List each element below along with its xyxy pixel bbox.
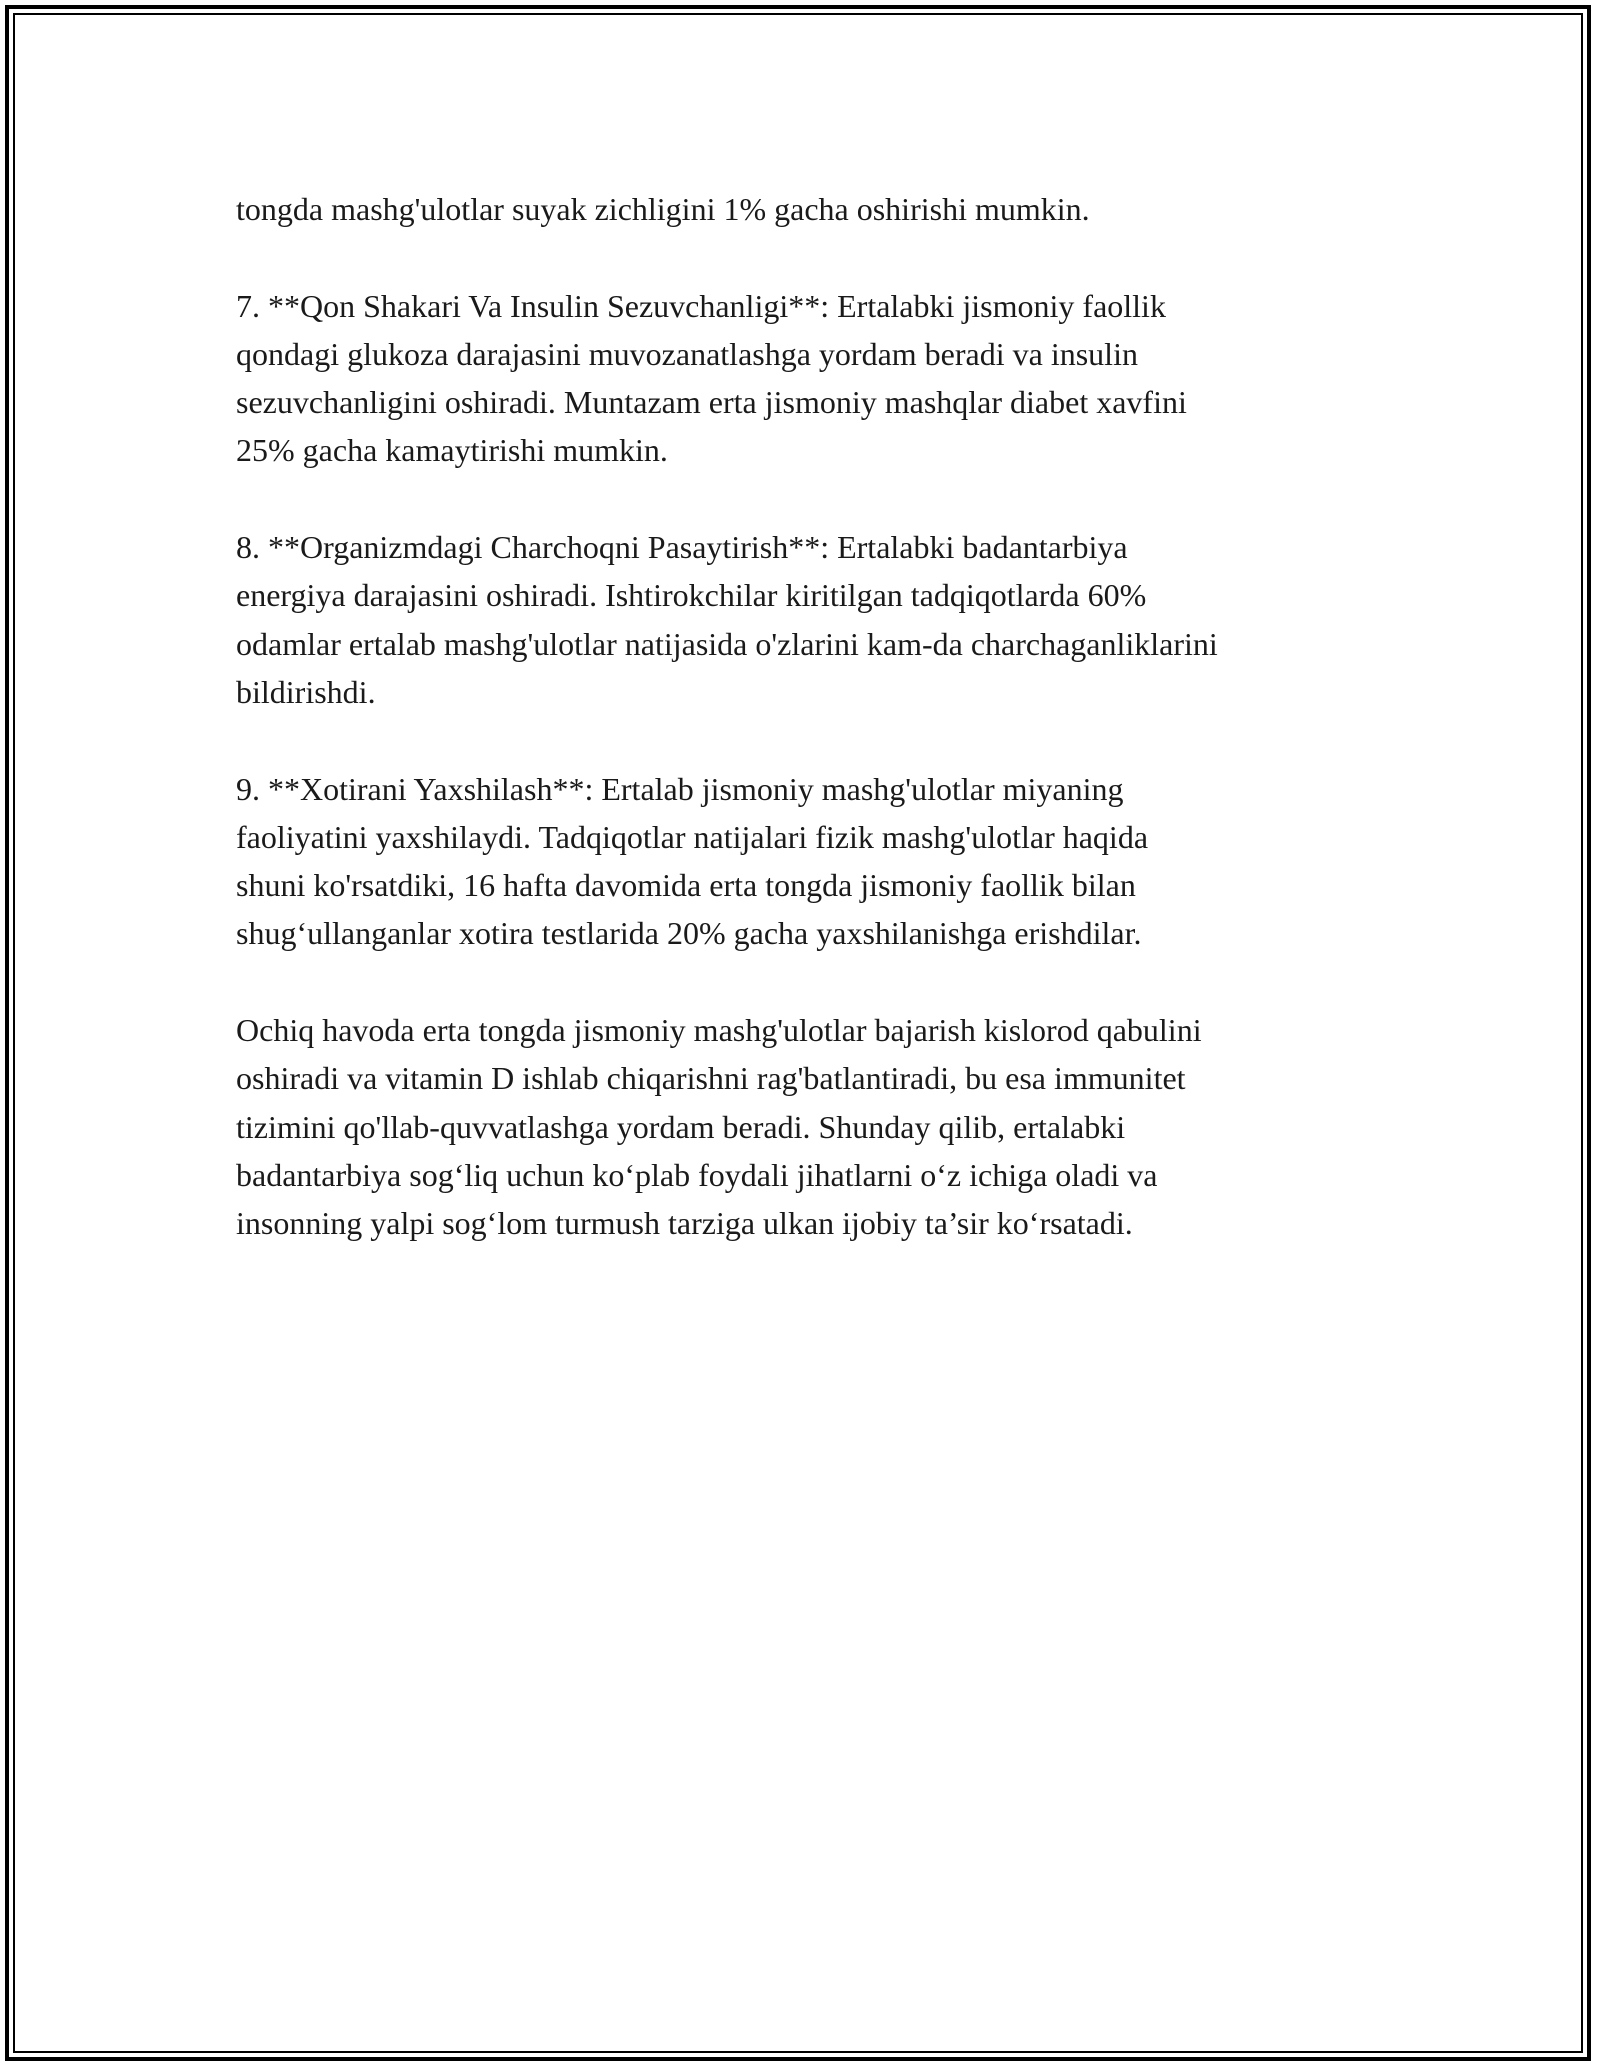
- text-line: faoliyatini yaxshilaydi. Tadqiqotlar natijalari fizik mashg'ulotlar haqida: [236, 818, 1149, 855]
- paragraph-memory-improvement: [236, 765, 1386, 958]
- text-line: 7. **Qon Shakari Va Insulin Sezuvchanligi**: Ertalabki jismoniy faollik: [236, 287, 1166, 324]
- document-body: [236, 185, 1386, 1296]
- text-line: 25% gacha kamaytirishi mumkin.: [236, 432, 668, 469]
- text-line: badantarbiya sog‘liq uchun ko‘plab foydali jihatlarni o‘z ichiga oladi va: [236, 1156, 1158, 1193]
- paragraph-blood-sugar-insulin: [236, 282, 1386, 475]
- text-line: tongda mashg'ulotlar suyak zichligini 1% gacha oshirishi mumkin.: [236, 191, 1090, 227]
- text-line: shuni ko'rsatdiki, 16 hafta davomida erta tongda jismoniy faollik bilan: [236, 867, 1136, 904]
- paragraph-fatigue-reduction: [236, 523, 1386, 716]
- text-line: 9. **Xotirani Yaxshilash**: Ertalab jismoniy mashg'ulotlar miyaning: [236, 770, 1124, 807]
- text-line: sezuvchanligini oshiradi. Muntazam erta jismoniy mashqlar diabet xavfini: [236, 384, 1187, 421]
- text-line: oshiradi va vitamin D ishlab chiqarishni rag'batlantiradi, bu esa immunitet: [236, 1060, 1186, 1097]
- text-line: odamlar ertalab mashg'ulotlar natijasida o'zlarini kam-da charchaganliklarini: [236, 625, 1218, 662]
- paragraph-bone-density-continuation: [236, 185, 1386, 233]
- text-line: qondagi glukoza darajasini muvozanatlashga yordam beradi va insulin: [236, 335, 1138, 372]
- paragraph-conclusion: [236, 1006, 1386, 1247]
- text-line: Ochiq havoda erta tongda jismoniy mashg'ulotlar bajarish kislorod qabulini: [236, 1012, 1202, 1049]
- text-line: insonning yalpi sog‘lom turmush tarziga ulkan ijobiy ta’sir ko‘rsatadi.: [236, 1205, 1133, 1242]
- text-line: energiya darajasini oshiradi. Ishtirokchilar kiritilgan tadqiqotlarda 60%: [236, 577, 1147, 614]
- text-line: 8. **Organizmdagi Charchoqni Pasaytirish**: Ertalabki badantarbiya: [236, 529, 1128, 566]
- text-line: bildirishdi.: [236, 673, 376, 710]
- text-line: tizimini qo'llab-quvvatlashga yordam beradi. Shunday qilib, ertalabki: [236, 1108, 1126, 1145]
- text-line: shug‘ullanganlar xotira testlarida 20% gacha yaxshilanishga erishdilar.: [236, 915, 1142, 952]
